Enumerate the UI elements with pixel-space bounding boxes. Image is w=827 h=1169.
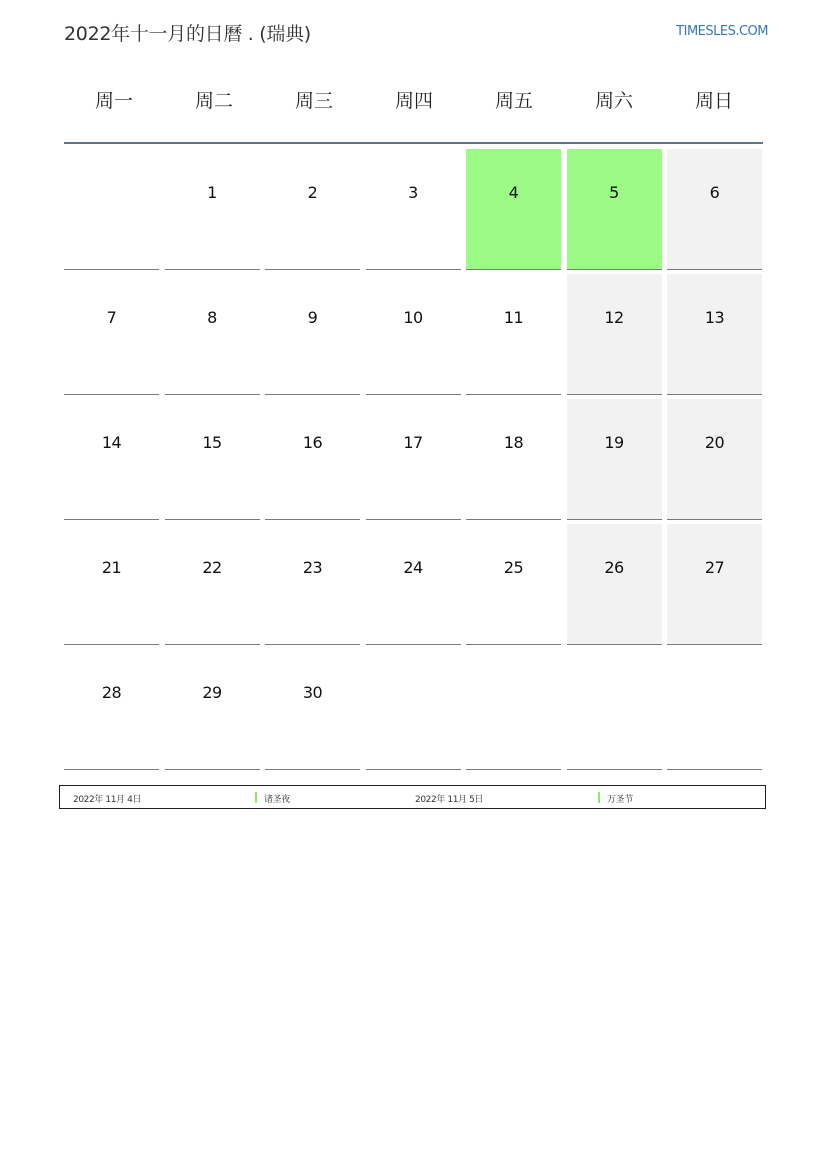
day-number: 15	[202, 433, 222, 452]
empty-cell	[567, 649, 662, 770]
day-number: 12	[604, 308, 624, 327]
day-cell[interactable]	[567, 274, 662, 395]
day-number: 7	[106, 308, 117, 327]
empty-cell	[466, 649, 561, 770]
day-number: 13	[704, 308, 725, 327]
empty-cell	[366, 649, 461, 770]
weekday-sat: 周六	[594, 90, 633, 112]
weekday-tue: 周二	[194, 90, 233, 112]
day-cell[interactable]	[64, 274, 159, 395]
week-row	[64, 524, 764, 649]
week-row	[64, 149, 764, 274]
day-cell[interactable]	[64, 399, 159, 520]
day-number: 6	[709, 183, 720, 202]
day-cell[interactable]	[667, 399, 762, 520]
day-cell[interactable]	[667, 149, 762, 270]
weekday-wed: 周三	[294, 90, 333, 112]
day-number: 22	[202, 558, 222, 577]
day-cell[interactable]	[567, 149, 662, 270]
day-number: 14	[101, 433, 122, 452]
day-cell[interactable]	[667, 274, 762, 395]
weekday-header	[64, 86, 764, 126]
day-cell[interactable]	[265, 149, 360, 270]
week-row	[64, 399, 764, 524]
day-cell[interactable]	[466, 274, 561, 395]
empty-cell	[667, 649, 762, 770]
day-cell[interactable]	[165, 649, 260, 770]
legend-color-1	[255, 792, 257, 803]
day-number: 19	[604, 433, 624, 452]
day-cell[interactable]	[567, 524, 662, 645]
day-number: 4	[508, 183, 519, 202]
week-row	[64, 649, 764, 774]
day-cell[interactable]	[667, 524, 762, 645]
day-cell[interactable]	[165, 524, 260, 645]
day-number: 16	[302, 433, 323, 452]
day-number: 10	[403, 308, 423, 327]
week-row	[64, 274, 764, 399]
day-number: 30	[302, 683, 323, 702]
page-title: 2022年十一月的日曆 . (瑞典)	[64, 23, 311, 45]
legend-name-2: 万圣节	[607, 795, 633, 805]
legend-name-1: 诸圣夜	[264, 795, 290, 805]
day-cell[interactable]	[366, 274, 461, 395]
day-number: 25	[503, 558, 524, 577]
day-number: 29	[202, 683, 222, 702]
day-number: 17	[403, 433, 423, 452]
weekday-fri: 周五	[494, 90, 533, 112]
day-cell[interactable]	[64, 649, 159, 770]
day-number: 5	[609, 183, 619, 202]
weekday-sun: 周日	[694, 90, 733, 112]
day-number: 28	[101, 683, 122, 702]
day-cell[interactable]	[165, 149, 260, 270]
day-number: 21	[101, 558, 122, 577]
day-cell[interactable]	[165, 274, 260, 395]
day-number: 26	[604, 558, 624, 577]
day-cell[interactable]	[265, 524, 360, 645]
day-number: 9	[307, 308, 318, 327]
legend-color-2	[598, 792, 600, 803]
day-number: 2	[307, 183, 318, 202]
day-number: 1	[207, 183, 217, 202]
empty-cell	[64, 149, 159, 270]
legend-date-1: 2022年 11月 4日	[73, 795, 142, 805]
day-number: 18	[503, 433, 524, 452]
day-number: 27	[704, 558, 725, 577]
day-cell[interactable]	[466, 524, 561, 645]
day-number: 11	[503, 308, 524, 327]
day-number: 24	[403, 558, 423, 577]
weekday-thu: 周四	[394, 90, 433, 112]
day-cell[interactable]	[265, 399, 360, 520]
weekday-mon: 周一	[94, 90, 133, 112]
holiday-legend	[59, 785, 766, 809]
day-number: 23	[302, 558, 323, 577]
day-cell[interactable]	[366, 399, 461, 520]
day-cell[interactable]	[466, 149, 561, 270]
day-cell[interactable]	[64, 524, 159, 645]
day-cell[interactable]	[265, 649, 360, 770]
day-number: 3	[408, 183, 418, 202]
day-cell[interactable]	[165, 399, 260, 520]
calendar-grid	[64, 149, 764, 774]
day-cell[interactable]	[567, 399, 662, 520]
day-cell[interactable]	[466, 399, 561, 520]
day-cell[interactable]	[366, 149, 461, 270]
header-divider	[64, 142, 763, 144]
day-cell[interactable]	[366, 524, 461, 645]
legend-date-2: 2022年 11月 5日	[415, 795, 484, 805]
day-cell[interactable]	[265, 274, 360, 395]
day-number: 20	[704, 433, 725, 452]
site-link[interactable]: TIMESLES.COM	[676, 24, 768, 39]
day-number: 8	[207, 308, 217, 327]
